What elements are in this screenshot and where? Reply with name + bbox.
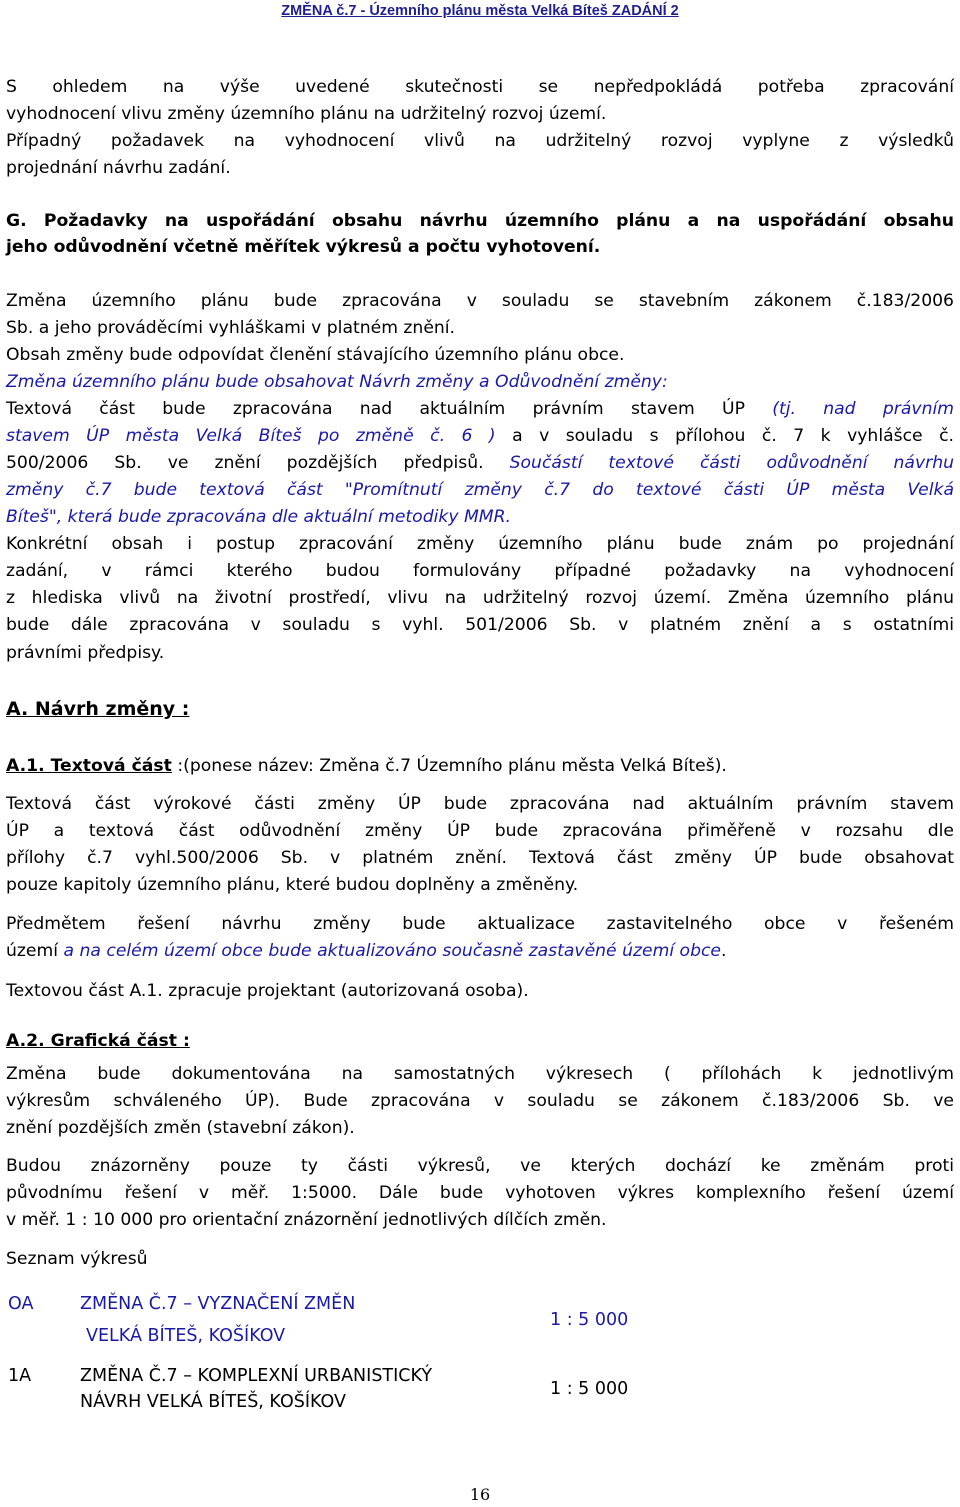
paragraph-line: Budou znázorněny pouze ty části výkresů, ve kterých dochází ke změnám proti bbox=[6, 1156, 954, 1176]
text-span-italic: Součástí textové části odůvodnění návrhu bbox=[509, 453, 954, 473]
paragraph-line: právními předpisy. bbox=[6, 643, 165, 663]
paragraph-line: bude dále zpracována v souladu s vyhl. 501/2006 Sb. v platném znění a s ostatními bbox=[6, 615, 954, 635]
paragraph-line bbox=[6, 452, 954, 474]
paragraph-line: zadání, v rámci kterého budou formulovány případné požadavky na vyhodnocení bbox=[6, 561, 954, 581]
drawing-code: 1A bbox=[8, 1366, 32, 1386]
paragraph-line-italic: Bíteš", která bude zpracována dle aktuální metodiky MMR. bbox=[6, 507, 512, 527]
paragraph-line: z hlediska vlivů na životní prostředí, vlivu na udržitelný rozvoj území. Změna územního plánu bbox=[6, 588, 954, 608]
drawing-scale: 1 : 5 000 bbox=[550, 1310, 629, 1330]
subsection-a1-label: A.1. Textová část bbox=[6, 756, 172, 776]
paragraph-line bbox=[6, 940, 954, 962]
paragraph-line: projednání návrhu zadání. bbox=[6, 158, 231, 178]
section-a-heading: A. Návrh změny : bbox=[6, 698, 190, 720]
drawing-list-title: Seznam výkresů bbox=[6, 1249, 148, 1269]
text-span: a v souladu s přílohou č. 7 k vyhlášce č. bbox=[495, 426, 954, 446]
paragraph-line: Změna územního plánu bude zpracována v souladu se stavebním zákonem č.183/2006 bbox=[6, 291, 954, 311]
paragraph-line-italic: změny č.7 bude textová část "Promítnutí změny č.7 do textové části ÚP města Velká bbox=[6, 480, 954, 500]
paragraph-line: původnímu řešení v měř. 1:5000. Dále bude vyhotoven výkres komplexního řešení území bbox=[6, 1183, 954, 1203]
drawing-title: ZMĚNA Č.7 – KOMPLEXNÍ URBANISTICKÝ bbox=[80, 1366, 433, 1386]
paragraph-line: vyhodnocení vlivu změny územního plánu na udržitelný rozvoj území. bbox=[6, 104, 607, 124]
text-span: 500/2006 Sb. ve znění pozdějších předpisů. bbox=[6, 453, 510, 473]
paragraph-line bbox=[6, 425, 954, 447]
text-span-italic: a na celém území obce bude aktualizováno současně zastavěné území obce bbox=[63, 941, 722, 961]
paragraph-line: Předmětem řešení návrhu změny bude aktualizace zastavitelného obce v řešeném bbox=[6, 914, 954, 934]
paragraph-line: Konkrétní obsah i postup zpracování změny územního plánu bude znám po projednání bbox=[6, 534, 954, 554]
text-span: Textová část bude zpracována nad aktuálním právním stavem ÚP bbox=[6, 399, 773, 419]
paragraph-line: Sb. a jeho prováděcími vyhláškami v platném znění. bbox=[6, 318, 456, 338]
paragraph-line: výkresům schváleného ÚP). Bude zpracována v souladu se zákonem č.183/2006 Sb. ve bbox=[6, 1091, 954, 1111]
paragraph-line: Textová část výrokové části změny ÚP bude zpracována nad aktuálním právním stavem bbox=[6, 794, 954, 814]
paragraph-line: v měř. 1 : 10 000 pro orientační znázornění jednotlivých dílčích změn. bbox=[6, 1210, 607, 1230]
text-span: území bbox=[6, 941, 64, 961]
section-g-heading-cont: jeho odůvodnění včetně měřítek výkresů a počtu vyhotovení. bbox=[6, 237, 601, 257]
paragraph-line: Obsah změny bude odpovídat členění stávajícího územního plánu obce. bbox=[6, 345, 625, 365]
paragraph-line: S ohledem na výše uvedené skutečnosti se nepředpokládá potřeba zpracování bbox=[6, 77, 954, 97]
page-number: 16 bbox=[469, 1485, 491, 1504]
drawing-code: OA bbox=[8, 1294, 34, 1314]
subsection-a2-heading: A.2. Grafická část : bbox=[6, 1031, 190, 1051]
subsection-a1-text: :(ponese název: Změna č.7 Územního plánu města Velká Bíteš). bbox=[171, 756, 727, 776]
paragraph-line: Změna bude dokumentována na samostatných výkresech ( přílohách k jednotlivým bbox=[6, 1064, 954, 1084]
paragraph-line: Textovou část A.1. zpracuje projektant (autorizovaná osoba). bbox=[6, 981, 529, 1001]
drawing-scale: 1 : 5 000 bbox=[550, 1379, 629, 1399]
paragraph-line: ÚP a textová část odůvodnění změny ÚP bude zpracována přiměřeně v rozsahu dle bbox=[6, 821, 954, 841]
subsection-a1 bbox=[6, 755, 954, 777]
drawing-title: NÁVRH VELKÁ BÍTEŠ, KOŠÍKOV bbox=[80, 1392, 346, 1412]
paragraph-line-italic: Změna územního plánu bude obsahovat Návrh změny a Odůvodnění změny: bbox=[6, 372, 668, 392]
drawing-title: ZMĚNA Č.7 – VYZNAČENÍ ZMĚN bbox=[80, 1294, 356, 1314]
text-span: . bbox=[721, 941, 727, 961]
paragraph-line: přílohy č.7 vyhl.500/2006 Sb. v platném znění. Textová část změny ÚP bude obsahovat bbox=[6, 848, 954, 868]
paragraph-line: pouze kapitoly územního plánu, které budou doplněny a změněny. bbox=[6, 875, 579, 895]
text-span-italic: stavem ÚP města Velká Bíteš po změně č. 6 ) bbox=[6, 426, 496, 446]
page-header: ZMĚNA č.7 - Územního plánu města Velká Bíteš ZADÁNÍ 2 bbox=[281, 3, 679, 19]
paragraph-line: znění pozdějších změn (stavební zákon). bbox=[6, 1118, 355, 1138]
text-span-italic: (tj. nad právním bbox=[772, 399, 954, 419]
paragraph-line bbox=[6, 398, 954, 420]
drawing-title: VELKÁ BÍTEŠ, KOŠÍKOV bbox=[86, 1326, 286, 1346]
section-g-heading: G. Požadavky na uspořádání obsahu návrhu územního plánu a na uspořádání obsahu bbox=[6, 211, 954, 231]
paragraph-line: Případný požadavek na vyhodnocení vlivů na udržitelný rozvoj vyplyne z výsledků bbox=[6, 131, 954, 151]
